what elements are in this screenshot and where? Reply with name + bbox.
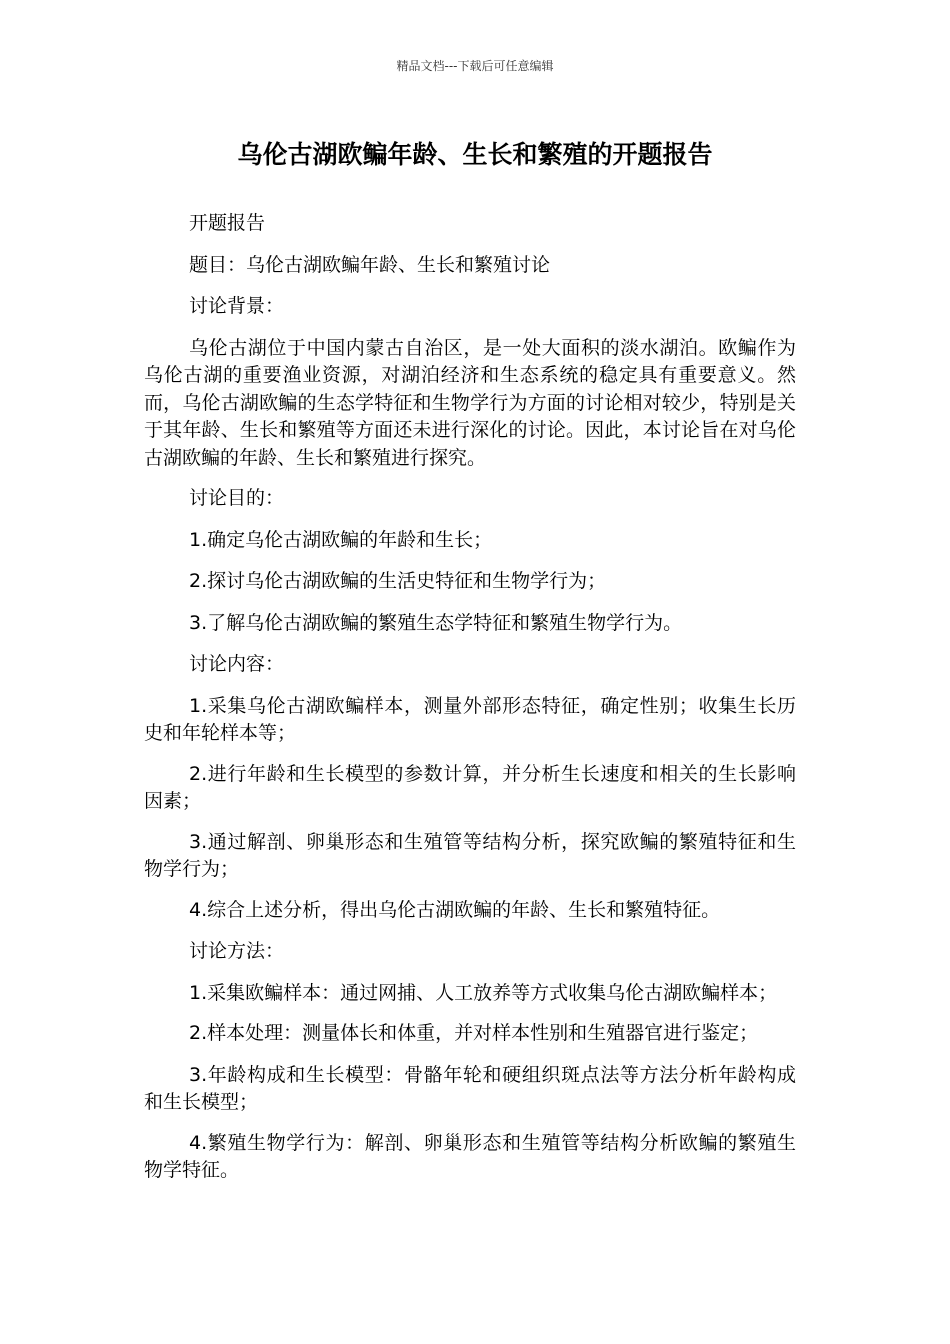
list-item-method-4: 4.繁殖生物学行为：解剖、卵巢形态和生殖管等结构分析欧鳊的繁殖生物学特征。 — [144, 1131, 796, 1181]
paragraph-background: 乌伦古湖位于中国内蒙古自治区，是一处大面积的淡水湖泊。欧鳊作为乌伦古湖的重要渔业资源，对湖泊经济和生态系统的稳定具有重要意义。然而，乌伦古湖欧鳊的生态学特征和生物学行为方面的讨论相对较少，特别是关于其年龄、生长和繁殖等方面还未进行深化的讨论。因此，本讨论旨在对乌伦古湖欧鳊的年龄、生长和繁殖进行探究。 — [144, 336, 796, 469]
list-item-method-1: 1.采集欧鳊样本：通过网捕、人工放养等方式收集乌伦古湖欧鳊样本； — [189, 981, 778, 1004]
section-heading-background: 讨论背景： — [189, 295, 285, 317]
paragraph-report-label: 开题报告 — [189, 212, 266, 234]
list-item-content-2: 2.进行年龄和生长模型的参数计算，并分析生长速度和相关的生长影响因素； — [144, 762, 796, 812]
list-item-method-2: 2.样本处理：测量体长和体重，并对样本性别和生殖器官进行鉴定； — [189, 1022, 759, 1044]
list-item-content-3: 3.通过解剖、卵巢形态和生殖管等结构分析，探究欧鳊的繁殖特征和生物学行为； — [144, 830, 796, 880]
document-body — [144, 210, 796, 1198]
section-heading-purpose: 讨论目的： — [189, 487, 285, 509]
header-note: 精品文档---下载后可任意编辑 — [396, 59, 554, 73]
section-heading-methods: 讨论方法： — [189, 940, 285, 962]
list-item-purpose-3: 3.了解乌伦古湖欧鳊的繁殖生态学特征和繁殖生物学行为。 — [189, 611, 683, 634]
document-title: 乌伦古湖欧鳊年龄、生长和繁殖的开题报告 — [237, 140, 713, 169]
list-item-content-1: 1.采集乌伦古湖欧鳊样本，测量外部形态特征，确定性别；收集生长历史和年轮样本等； — [144, 694, 796, 744]
list-item-purpose-1: 1.确定乌伦古湖欧鳊的年龄和生长； — [189, 528, 493, 551]
list-item-content-4: 4.综合上述分析，得出乌伦古湖欧鳊的年龄、生长和繁殖特征。 — [189, 898, 721, 921]
list-item-method-3: 3.年龄构成和生长模型：骨骼年轮和硬组织斑点法等方法分析年龄构成和生长模型； — [144, 1063, 796, 1113]
section-heading-content: 讨论内容： — [189, 653, 285, 675]
list-item-purpose-2: 2.探讨乌伦古湖欧鳊的生活史特征和生物学行为； — [189, 570, 607, 592]
paragraph-topic: 题目：乌伦古湖欧鳊年龄、生长和繁殖讨论 — [189, 253, 551, 276]
